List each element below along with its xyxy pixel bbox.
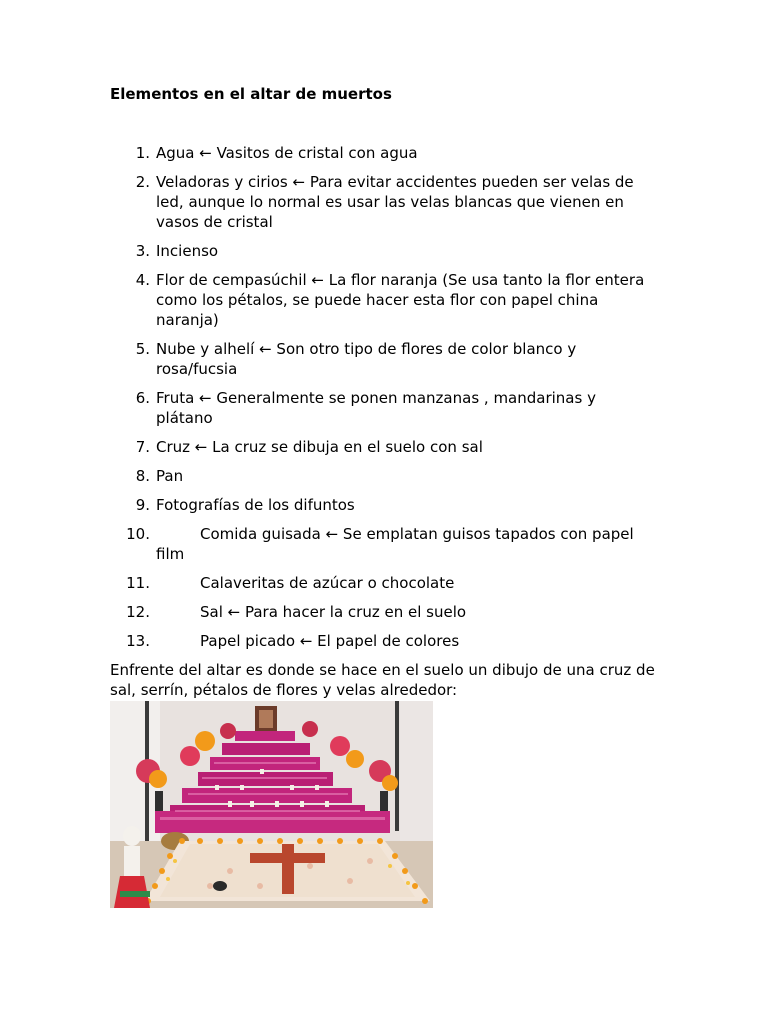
list-item: 10. Comida guisada ← Se emplatan guisos tapados con papel film <box>126 525 634 563</box>
altar-photo <box>110 701 433 908</box>
list-item: 9. Fotografías de los difuntos <box>135 496 355 514</box>
document-title: Elementos en el altar de muertos <box>110 85 392 103</box>
list-item: 4. Flor de cempasúchil ← La flor naranja (Se usa tanto la flor entera como los pétalos, se puede hacer esta flor con papel china naranja) <box>135 271 645 329</box>
list-item: 7. Cruz ← La cruz se dibuja en el suelo con sal <box>135 438 483 456</box>
list-item: 3. Incienso <box>135 242 219 260</box>
list-item: 13. Papel picado ← El papel de colores <box>126 632 460 650</box>
list-item: 2. Veladoras y cirios ← Para evitar accidentes pueden ser velas de led, aunque lo normal es usar las velas blancas que vienen en vasos de cristal <box>135 173 634 231</box>
list-item: 11. Calaveritas de azúcar o chocolate <box>126 574 455 592</box>
list-item: 8. Pan <box>135 467 184 485</box>
list-item: 6. Fruta ← Generalmente se ponen manzanas , mandarinas y plátano <box>135 389 596 427</box>
list-item: 12. Sal ← Para hacer la cruz en el suelo <box>126 603 467 621</box>
elements-list <box>110 143 655 651</box>
list-item: 5. Nube y alhelí ← Son otro tipo de flores de color blanco y rosa/fucsia <box>135 340 577 378</box>
intro-paragraph: Enfrente del altar es donde se hace en el suelo un dibujo de una cruz de sal, serrín, pétalos de flores y velas alrededor: <box>110 661 655 699</box>
list-item: 1. Agua ← Vasitos de cristal con agua <box>135 144 418 162</box>
